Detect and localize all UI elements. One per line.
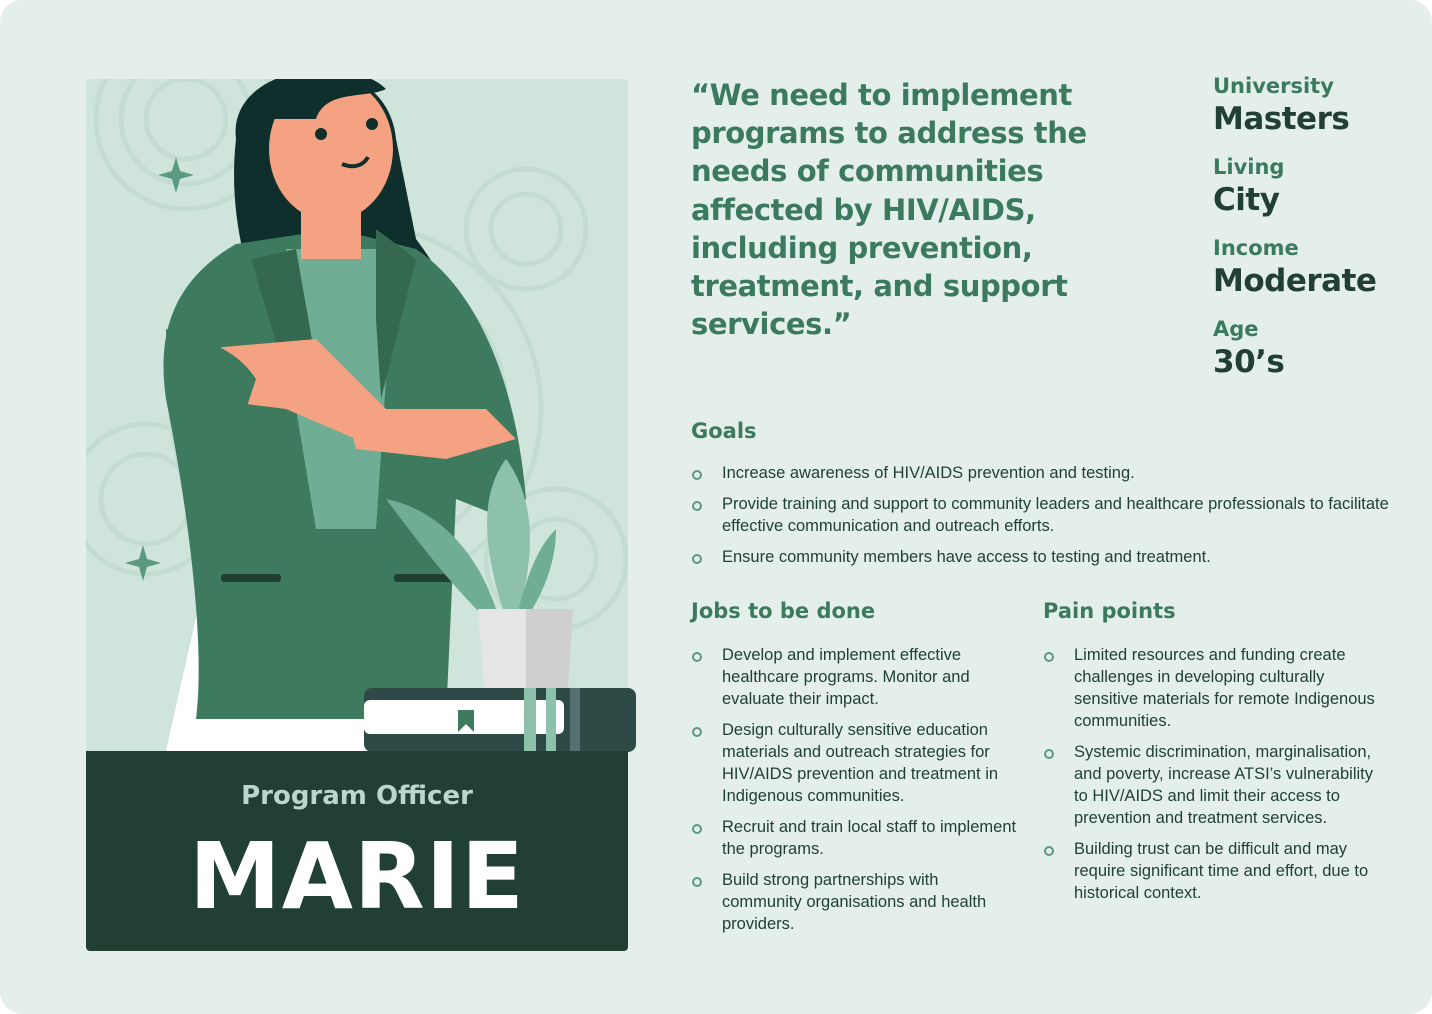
bullet-icon bbox=[1044, 652, 1054, 662]
bullet-icon bbox=[692, 877, 702, 887]
books-illustration bbox=[364, 688, 636, 752]
stat-value: City bbox=[1213, 182, 1280, 218]
jobs-list bbox=[691, 644, 1021, 944]
stat-label: Income bbox=[1213, 236, 1299, 260]
bullet-icon bbox=[692, 652, 702, 662]
stat-education bbox=[1213, 74, 1423, 140]
stat-label: Age bbox=[1213, 317, 1259, 341]
bullet-icon bbox=[1044, 846, 1054, 856]
bullet-icon bbox=[692, 727, 702, 737]
list-item: Develop and implement effective healthcare programs. Monitor and evaluate their impact. bbox=[691, 644, 1021, 710]
bullet-icon bbox=[692, 470, 702, 480]
persona-role: Program Officer bbox=[241, 781, 473, 811]
list-item: Systemic discrimination, marginalisation, and poverty, increase ATSI’s vulnerability to HIV/AIDS and limit their access to prevention and treatment services. bbox=[1043, 741, 1378, 829]
list-item: Build strong partnerships with community organisations and health providers. bbox=[691, 869, 1021, 935]
goals-list bbox=[691, 462, 1391, 577]
pain-points-list bbox=[1043, 644, 1378, 913]
name-panel bbox=[86, 751, 628, 951]
stat-value: 30’s bbox=[1213, 344, 1285, 380]
list-item: Recruit and train local staff to implement the programs. bbox=[691, 816, 1021, 860]
sparkle-icon bbox=[158, 157, 194, 193]
list-item: Ensure community members have access to testing and treatment. bbox=[691, 546, 1391, 568]
stat-income bbox=[1213, 236, 1423, 302]
list-item: Limited resources and funding create challenges in developing culturally sensitive materials for remote Indigenous communities. bbox=[1043, 644, 1378, 732]
stat-label: Living bbox=[1213, 155, 1285, 179]
bullet-icon bbox=[692, 554, 702, 564]
list-item: Design culturally sensitive education materials and outreach strategies for HIV/AIDS prevention and treatment in Indigenous communities. bbox=[691, 719, 1021, 807]
persona-illustration bbox=[86, 79, 628, 751]
pain-points-title: Pain points bbox=[1043, 599, 1176, 623]
list-item: Building trust can be difficult and may require significant time and effort, due to historical context. bbox=[1043, 838, 1378, 904]
stat-living bbox=[1213, 155, 1423, 221]
demographics bbox=[1213, 74, 1423, 398]
persona-quote: “We need to implement programs to address the needs of communities affected by HIV/AIDS, including prevention, treatment, and support services.” bbox=[691, 78, 1087, 342]
persona-name: MARIE bbox=[189, 823, 525, 930]
stat-value: Moderate bbox=[1213, 263, 1377, 299]
bullet-icon bbox=[692, 501, 702, 511]
bullet-icon bbox=[692, 824, 702, 834]
list-item: Increase awareness of HIV/AIDS prevention and testing. bbox=[691, 462, 1391, 484]
goals-title: Goals bbox=[691, 419, 757, 443]
stat-label: University bbox=[1213, 74, 1334, 98]
bullet-icon bbox=[1044, 749, 1054, 759]
stat-age bbox=[1213, 317, 1423, 383]
list-item: Provide training and support to community leaders and healthcare professionals to facilitate effective communication and outreach efforts. bbox=[691, 493, 1391, 537]
jobs-title: Jobs to be done bbox=[691, 599, 876, 623]
stat-value: Masters bbox=[1213, 101, 1350, 137]
